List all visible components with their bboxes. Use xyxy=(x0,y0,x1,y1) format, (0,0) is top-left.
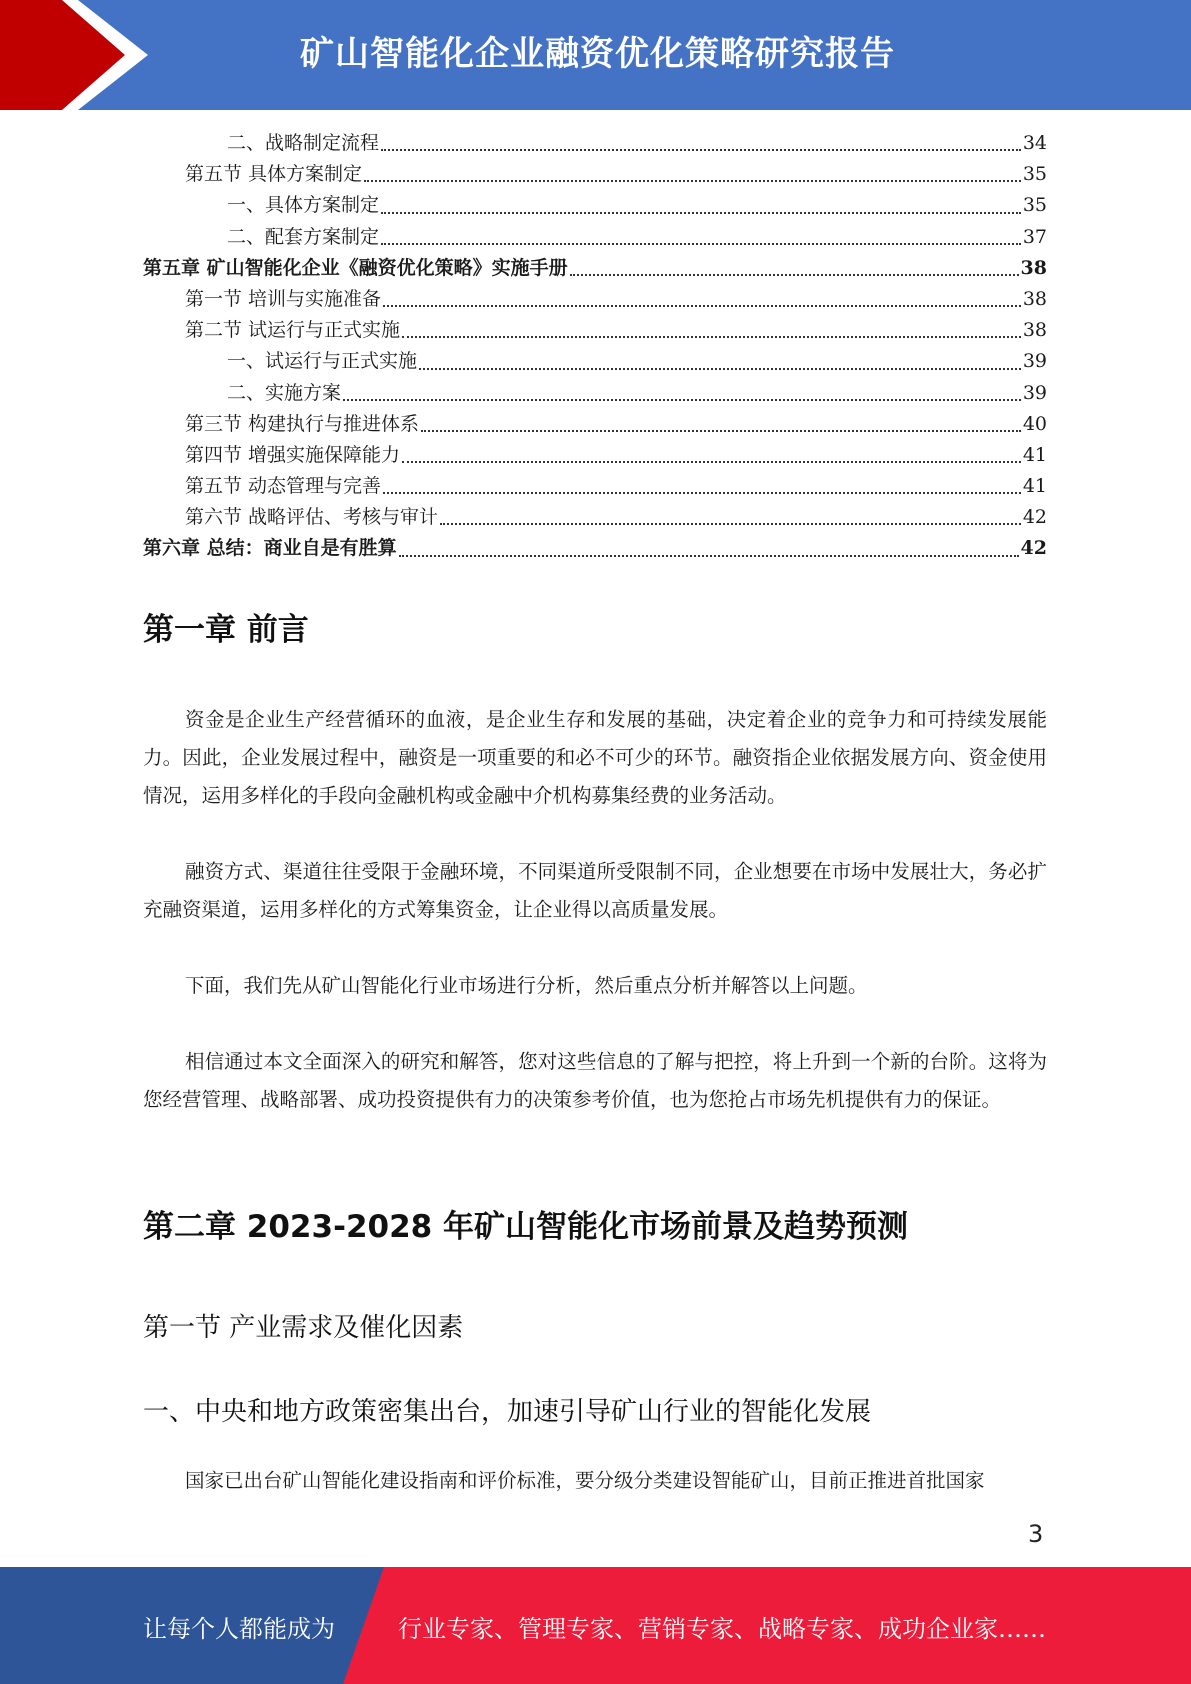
toc-entry-page: 35 xyxy=(1022,163,1047,186)
toc-entry-page: 38 xyxy=(1020,256,1047,279)
toc-entry-title: 二、配套方案制定 xyxy=(227,225,380,248)
toc-entry-title: 第六章 总结：商业自是有胜算 xyxy=(143,537,397,560)
toc-entry-title: 一、试运行与正式实施 xyxy=(227,350,418,373)
chapter-heading: 第二章 2023-2028 年矿山智能化市场前景及趋势预测 xyxy=(143,1209,909,1245)
toc-dot-leader xyxy=(381,242,1021,245)
toc-entry[interactable] xyxy=(143,284,1047,315)
toc-entry[interactable] xyxy=(143,159,1047,190)
toc-entry[interactable] xyxy=(143,378,1047,409)
section-heading: 第一节 产业需求及催化因素 xyxy=(143,1313,464,1343)
toc-entry[interactable] xyxy=(143,346,1047,377)
page-number: 3 xyxy=(1028,1520,1044,1548)
toc-entry[interactable] xyxy=(143,315,1047,346)
toc-dot-leader xyxy=(440,522,1021,525)
toc-dot-leader xyxy=(383,304,1021,307)
toc-entry-page: 41 xyxy=(1022,475,1047,498)
chapter-heading: 第一章 前言 xyxy=(143,612,309,648)
footer-slogan-right: 行业专家、管理专家、营销专家、战略专家、成功企业家…… xyxy=(398,1615,1046,1643)
toc-entry-title: 第五章 矿山智能化企业《融资优化策略》实施手册 xyxy=(143,256,568,279)
page-header xyxy=(0,0,1191,110)
toc-entry-page: 42 xyxy=(1020,537,1047,560)
paragraph: 下面，我们先从矿山智能化行业市场进行分析，然后重点分析并解答以上问题。 xyxy=(185,974,868,997)
toc-entry[interactable] xyxy=(143,190,1047,221)
toc-dot-leader xyxy=(383,491,1021,494)
toc-dot-leader xyxy=(364,179,1021,182)
page-footer xyxy=(0,1567,1191,1684)
toc-entry[interactable] xyxy=(143,222,1047,253)
paragraph: 相信通过本文全面深入的研究和解答，您对这些信息的了解与把控，将上升到一个新的台阶。这将为您经营管理、战略部署、成功投资提供有力的决策参考价值，也为您抢占市场先机提供有力的保证。 xyxy=(143,1050,1047,1111)
toc-dot-leader xyxy=(381,148,1021,151)
toc-entry-page: 40 xyxy=(1022,412,1047,435)
paragraph: 国家已出台矿山智能化建设指南和评价标准，要分级分类建设智能矿山，目前正推进首批国家 xyxy=(185,1469,985,1492)
toc-dot-leader xyxy=(343,398,1021,401)
toc-dot-leader xyxy=(399,554,1019,557)
toc-entry-page: 37 xyxy=(1022,225,1047,248)
report-title: 矿山智能化企业融资优化策略研究报告 xyxy=(300,34,895,74)
toc-entry-title: 第一节 培训与实施准备 xyxy=(185,287,382,310)
toc-entry-title: 第三节 构建执行与推进体系 xyxy=(185,412,420,435)
toc-entry-page: 41 xyxy=(1022,443,1047,466)
toc-entry-title: 第五节 具体方案制定 xyxy=(185,163,363,186)
toc-entry-title: 第五节 动态管理与完善 xyxy=(185,475,382,498)
paragraph: 融资方式、渠道往往受限于金融环境，不同渠道所受限制不同，企业想要在市场中发展壮大，务必扩充融资渠道，运用多样化的方式筹集资金，让企业得以高质量发展。 xyxy=(143,860,1047,921)
toc-entry[interactable] xyxy=(143,440,1047,471)
toc-entry-title: 第四节 增强实施保障能力 xyxy=(185,443,401,466)
toc-entry[interactable] xyxy=(143,502,1047,533)
toc-entry[interactable] xyxy=(143,128,1047,159)
toc-entry-page: 35 xyxy=(1022,194,1047,217)
toc-dot-leader xyxy=(421,429,1021,432)
toc-dot-leader xyxy=(402,335,1021,338)
toc-entry[interactable] xyxy=(143,253,1047,284)
toc-dot-leader xyxy=(381,211,1021,214)
header-arrow-decoration xyxy=(0,0,160,110)
table-of-contents xyxy=(143,128,1047,565)
toc-entry[interactable] xyxy=(143,471,1047,502)
toc-dot-leader xyxy=(402,460,1021,463)
toc-entry-title: 第六节 战略评估、考核与审计 xyxy=(185,506,439,529)
toc-entry-page: 38 xyxy=(1022,287,1047,310)
toc-dot-leader xyxy=(419,367,1021,370)
toc-entry-page: 42 xyxy=(1022,506,1047,529)
paragraph: 资金是企业生产经营循环的血液，是企业生存和发展的基础，决定着企业的竞争力和可持续发展能力。因此，企业发展过程中，融资是一项重要的和必不可少的环节。融资指企业依据发展方向、资金使用情况，运用多样化的手段向金融机构或金融中介机构募集经费的业务活动。 xyxy=(143,708,1047,807)
toc-entry-title: 二、战略制定流程 xyxy=(227,132,380,154)
toc-entry-page: 38 xyxy=(1022,319,1047,342)
toc-entry[interactable] xyxy=(143,409,1047,440)
toc-entry-title: 第二节 试运行与正式实施 xyxy=(185,319,401,342)
subsection-heading: 一、中央和地方政策密集出台，加速引导矿山行业的智能化发展 xyxy=(143,1397,872,1427)
toc-entry-page: 39 xyxy=(1022,381,1047,404)
toc-entry-page: 34 xyxy=(1022,132,1047,154)
toc-entry-title: 一、具体方案制定 xyxy=(227,194,380,217)
footer-slogan-left: 让每个人都能成为 xyxy=(143,1615,335,1643)
toc-dot-leader xyxy=(570,273,1019,276)
toc-entry-title: 二、实施方案 xyxy=(227,381,342,404)
toc-entry[interactable] xyxy=(143,533,1047,564)
toc-entry-page: 39 xyxy=(1022,350,1047,373)
